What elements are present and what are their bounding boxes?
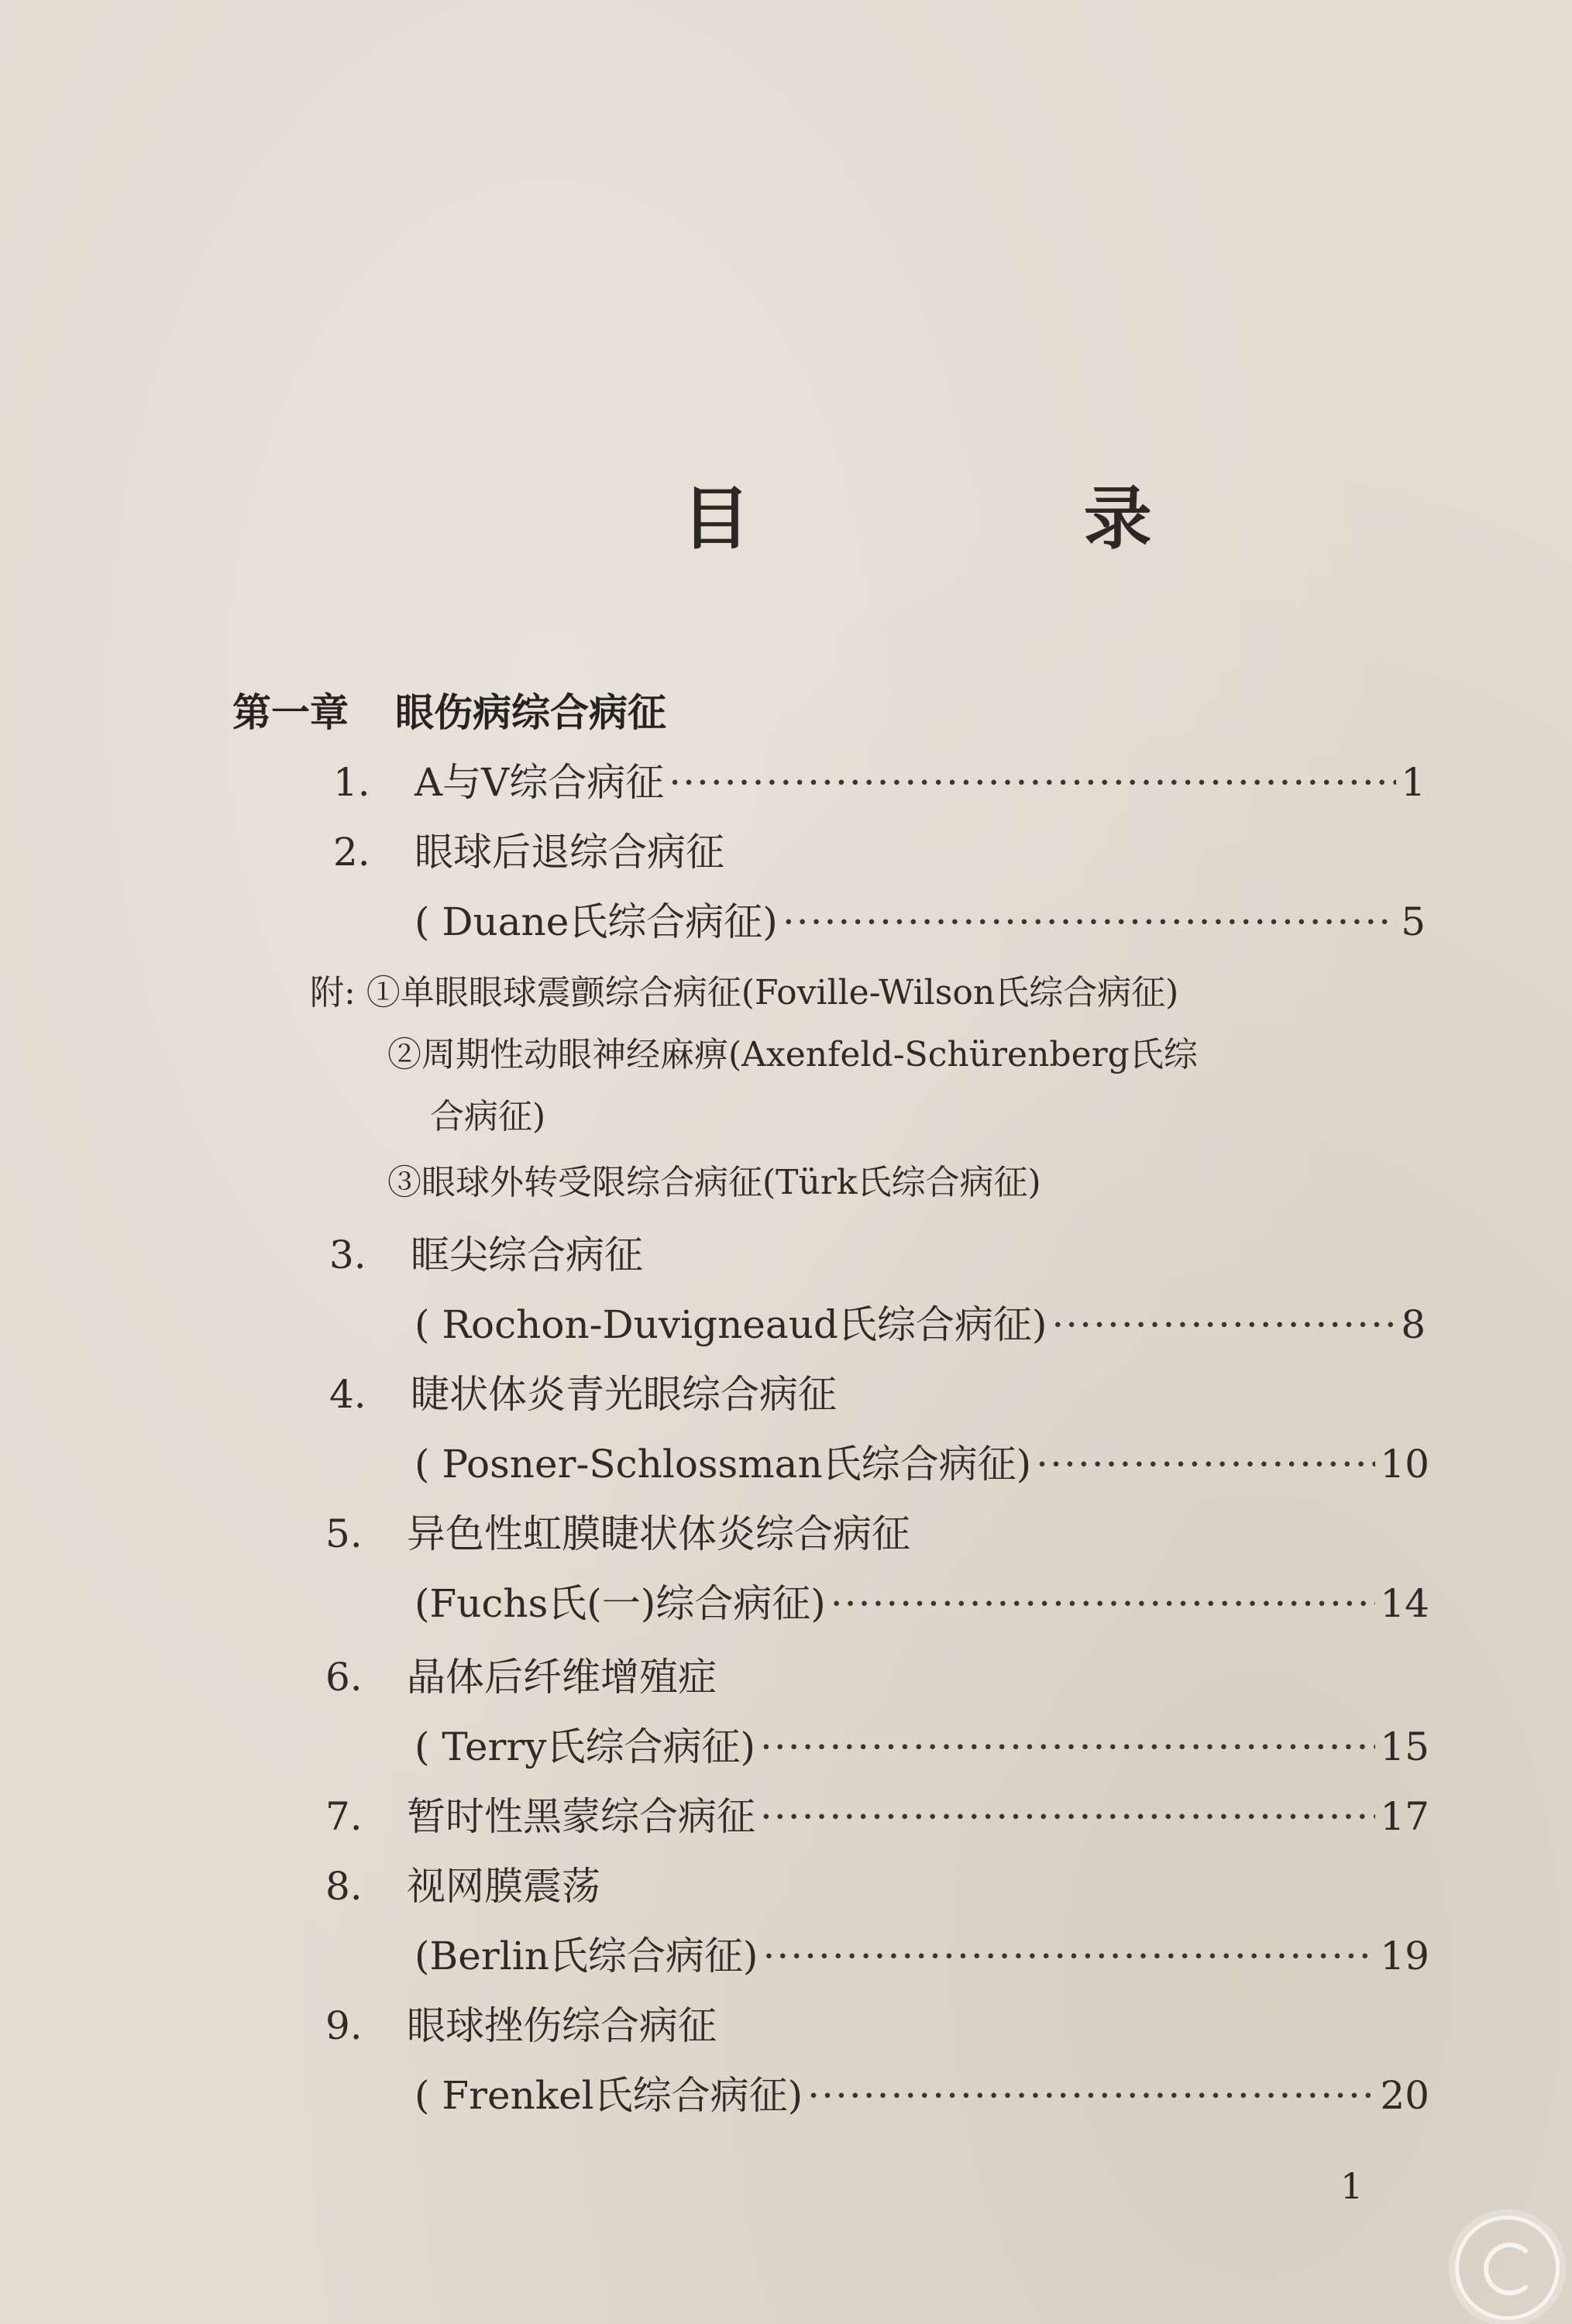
page-number: 1 (1340, 2165, 1364, 2207)
entry-page: 10 (1380, 1442, 1429, 1487)
toc-entry[interactable] (333, 751, 1426, 806)
entry-text: 晶体后纤维增殖症 (407, 1655, 717, 1700)
entry-page: 14 (1380, 1581, 1429, 1626)
entry-text: 睫状体炎青光眼综合病征 (411, 1372, 837, 1417)
entry-text: 眼球挫伤综合病征 (407, 2003, 717, 2048)
page-title: 目 录 (682, 478, 1307, 559)
toc-entry[interactable] (325, 1786, 1429, 1840)
toc-entry[interactable] (414, 1573, 1429, 1627)
entry-text: (Berlin氏综合病征) (414, 1934, 758, 1978)
toc-appendix-entry (430, 1088, 545, 1143)
toc-entry[interactable] (414, 1433, 1429, 1487)
entry-text: 暂时性黑蒙综合病征 (407, 1794, 755, 1839)
dot-leader (831, 1581, 1376, 1626)
watermark-stamp-icon (1455, 2216, 1560, 2320)
entry-page: 17 (1380, 1794, 1429, 1839)
toc-entry[interactable] (329, 1363, 837, 1418)
dot-leader (783, 899, 1396, 944)
toc-entry[interactable] (414, 1716, 1429, 1770)
entry-text: ( Posner-Schlossman氏综合病征) (414, 1442, 1032, 1487)
dot-leader (760, 1724, 1375, 1769)
entry-page: 20 (1380, 2073, 1429, 2118)
entry-text: A与V综合病征 (414, 760, 665, 805)
toc-entry[interactable] (325, 1503, 910, 1557)
entry-number: 3. (329, 1232, 366, 1277)
entry-text: (Fuchs氏(一)综合病征) (414, 1581, 826, 1626)
entry-text: ③眼球外转受限综合病征(Türk氏综合病征) (387, 1163, 1041, 1202)
entry-number: 6. (325, 1655, 363, 1700)
entry-page: 15 (1380, 1724, 1429, 1769)
entry-page: 19 (1380, 1934, 1429, 1978)
entry-text: ②周期性动眼神经麻痹(Axenfeld-Schürenberg氏综 (387, 1035, 1198, 1074)
entry-number: 5. (325, 1511, 363, 1556)
entry-text: ( Terry氏综合病征) (414, 1724, 756, 1769)
dot-leader (669, 760, 1396, 805)
entry-number: 1. (333, 760, 370, 805)
entry-number: 8. (325, 1864, 363, 1909)
toc-entry[interactable] (414, 891, 1426, 945)
chapter-label: 第一章 (232, 689, 349, 735)
entry-text: 异色性虹膜睫状体炎综合病征 (407, 1511, 910, 1556)
toc-entry[interactable] (329, 1224, 643, 1278)
toc-entry[interactable] (414, 1925, 1429, 1979)
chapter-heading (232, 682, 666, 737)
dot-leader (760, 1794, 1375, 1839)
toc-entry[interactable] (325, 1646, 717, 1700)
entry-number: 4. (329, 1372, 366, 1417)
toc-appendix-entry[interactable] (387, 1154, 1041, 1208)
chapter-title: 眼伤病综合病征 (395, 689, 666, 735)
toc-entry[interactable] (333, 821, 724, 875)
entry-text: 合病征) (430, 1097, 546, 1136)
entry-page: 5 (1401, 899, 1426, 944)
dot-leader (1036, 1442, 1375, 1487)
entry-page: 1 (1401, 760, 1426, 805)
dot-leader (762, 1934, 1375, 1978)
dot-leader (807, 2073, 1375, 2118)
entry-page: 8 (1401, 1302, 1426, 1347)
entry-number: 2. (333, 830, 370, 875)
entry-text: 视网膜震荡 (407, 1864, 600, 1909)
entry-text: ( Rochon-Duvigneaud氏综合病征) (414, 1302, 1047, 1347)
toc-entry[interactable] (414, 2064, 1429, 2119)
entry-text: ( Frenkel氏综合病征) (414, 2073, 803, 2118)
entry-text: ( Duane氏综合病征) (414, 899, 778, 944)
toc-entry[interactable] (325, 1995, 717, 2049)
toc-entry[interactable] (414, 1294, 1426, 1348)
toc-appendix-entry[interactable] (310, 964, 1178, 1019)
entry-number: 7. (325, 1794, 363, 1839)
entry-text: 眶尖综合病征 (411, 1232, 643, 1277)
entry-text: 眼球后退综合病征 (414, 830, 724, 875)
toc-appendix-entry[interactable] (387, 1026, 1198, 1081)
entry-text: 附: ①单眼眼球震颤综合病征(Foville-Wilson氏综合病征) (310, 973, 1179, 1012)
toc-entry[interactable] (325, 1855, 600, 1910)
entry-number: 9. (325, 2003, 363, 2048)
dot-leader (1051, 1302, 1396, 1347)
